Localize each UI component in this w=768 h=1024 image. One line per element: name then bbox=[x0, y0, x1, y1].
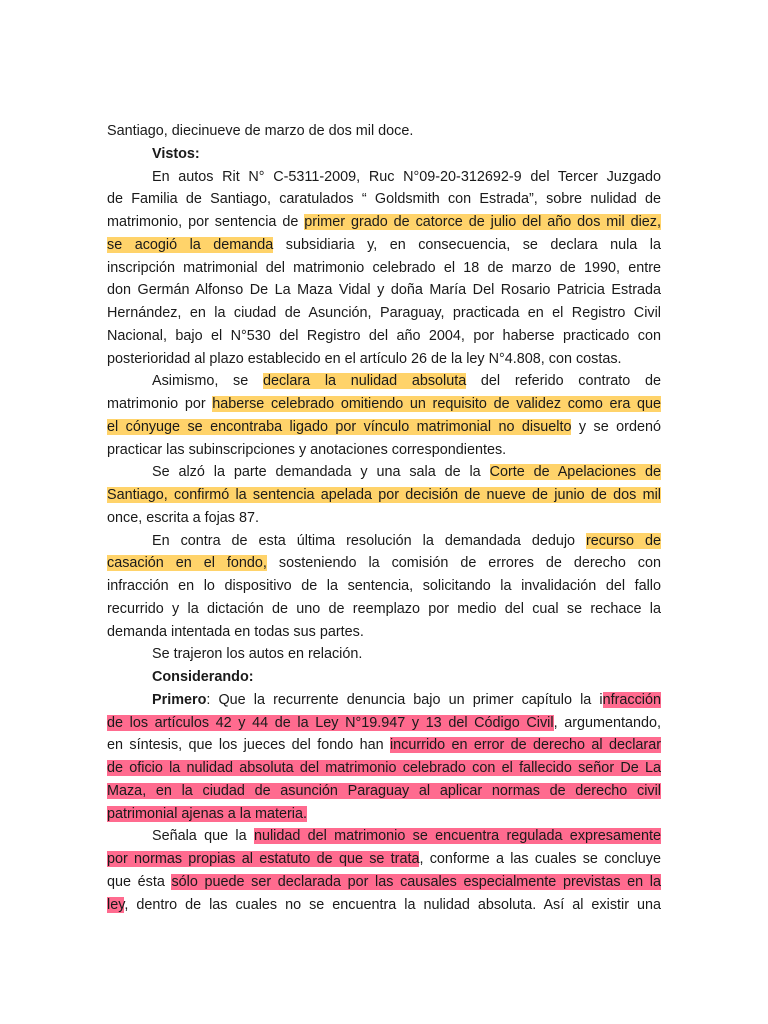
highlight-pink: nfracción bbox=[602, 691, 661, 708]
paragraph-line: recurrido y la dictación de uno de reemplazo por medio del cual se rechace la bbox=[107, 600, 661, 617]
paragraph-line: Señala que la nulidad del matrimonio se encuentra regulada expresamente bbox=[152, 828, 662, 845]
paragraph-line: por normas propias al estatuto de que se trata, conforme a las cuales se concluye bbox=[107, 851, 661, 867]
paragraph-line: casación en el fondo, sosteniendo la comisión de errores de derecho con bbox=[107, 555, 661, 572]
paragraph-line: demanda intentada en todas sus partes. bbox=[107, 623, 364, 640]
highlight-yellow: primer grado de catorce de julio del año dos mil diez, bbox=[304, 214, 661, 230]
paragraph-line: el cónyuge se encontraba ligado por vínculo matrimonial no disuelto y se ordenó bbox=[107, 418, 661, 435]
highlight-yellow: Corte de Apelaciones de bbox=[489, 464, 661, 481]
paragraph-line: posterioridad al plazo establecido en el artículo 26 de la ley N°4.808, con costas. bbox=[107, 350, 622, 367]
highlight-pink: ley bbox=[107, 896, 125, 913]
highlight-pink: de los artículos 42 y 44 de la Ley N°19.947 y 13 del Código Civil bbox=[107, 714, 554, 731]
paragraph-line: inscripción matrimonial del matrimonio celebrado el 18 de marzo de 1990, entre bbox=[107, 259, 661, 276]
highlight-pink: incurrido en error de derecho al declarar bbox=[389, 737, 661, 754]
paragraph-line: En autos Rit N° C-5311-2009, Ruc N°09-20-312692-9 del Tercer Juzgado bbox=[152, 168, 661, 185]
highlight-pink: de oficio la nulidad absoluta del matrimonio celebrado con el fallecido señor De La bbox=[107, 760, 661, 776]
paragraph-line: matrimonio, por sentencia de primer grado de catorce de julio del año dos mil diez, bbox=[107, 214, 661, 230]
paragraph-line: Primero: Que la recurrente denuncia bajo un primer capítulo la infracción bbox=[152, 691, 661, 708]
highlight-yellow: casación en el fondo, bbox=[107, 555, 267, 572]
paragraph-line: matrimonio por haberse celebrado omitiendo un requisito de validez como era que bbox=[107, 396, 662, 412]
date-line: Santiago, diecinueve de marzo de dos mil doce. bbox=[107, 123, 414, 139]
highlight-pink: por normas propias al estatuto de que se trata bbox=[107, 851, 420, 867]
paragraph-line: Hernández, en la ciudad de Asunción, Paraguay, practicada en el Registro Civil bbox=[107, 305, 661, 321]
paragraph-line: Se trajeron los autos en relación. bbox=[152, 646, 363, 663]
considerando-heading: Considerando: bbox=[152, 669, 254, 685]
highlight-pink: nulidad del matrimonio se encuentra regulada expresamente bbox=[253, 828, 662, 845]
paragraph-line bbox=[107, 780, 661, 803]
paragraph-line bbox=[107, 757, 661, 780]
paragraph-line: en síntesis, que los jueces del fondo han incurrido en error de derecho al declarar bbox=[107, 737, 661, 754]
paragraph-line: infracción en lo dispositivo de la sentencia, solicitando la invalidación del fallo bbox=[107, 578, 661, 594]
paragraph-line: Nacional, bajo el N°530 del Registro del año 2004, por haberse practicado con bbox=[107, 327, 661, 344]
paragraph-line: ley, dentro de las cuales no se encuentra la nulidad absoluta. Así al existir una bbox=[107, 896, 661, 913]
paragraph-line: Asimismo, se declara la nulidad absoluta del referido contrato de bbox=[152, 373, 661, 390]
highlight-yellow: recurso de bbox=[586, 532, 661, 549]
highlight-yellow: haberse celebrado omitiendo un requisito de validez como era que bbox=[212, 396, 662, 412]
highlight-pink: patrimonial ajenas a la materia. bbox=[107, 805, 307, 822]
paragraph-line: que ésta sólo puede ser declarada por las causales especialmente previstas en la bbox=[107, 873, 661, 890]
paragraph-line bbox=[107, 803, 661, 826]
paragraph-line: se acogió la demanda subsidiaria y, en consecuencia, se declara nula la bbox=[107, 236, 662, 253]
highlight-pink: Maza, en la ciudad de asunción Paraguay al aplicar normas de derecho civil bbox=[107, 782, 661, 799]
paragraph-line: de los artículos 42 y 44 de la Ley N°19.947 y 13 del Código Civil, argumentando, bbox=[107, 714, 661, 731]
paragraph-line: don Germán Alfonso De La Maza Vidal y doña María Del Rosario Patricia Estrada bbox=[107, 282, 661, 299]
highlight-yellow: se acogió la demanda bbox=[107, 236, 274, 253]
paragraph-line: Se alzó la parte demandada y una sala de la Corte de Apelaciones de bbox=[152, 464, 661, 481]
highlight-yellow: Santiago, confirmó la sentencia apelada por decisión de nueve de junio de dos mil bbox=[107, 487, 661, 503]
paragraph-line: En contra de esta última resolución la demandada dedujo recurso de bbox=[152, 532, 661, 549]
highlight-yellow: declara la nulidad absoluta bbox=[262, 373, 467, 390]
paragraph-line: de Familia de Santiago, caratulados “ Goldsmith con Estrada”, sobre nulidad de bbox=[107, 191, 661, 208]
highlight-pink: sólo puede ser declarada por las causales especialmente previstas en la bbox=[171, 873, 661, 890]
paragraph-line bbox=[107, 484, 661, 507]
paragraph-line: practicar las subinscripciones y anotaciones correspondientes. bbox=[107, 441, 507, 458]
vistos-heading: Vistos: bbox=[152, 145, 200, 162]
paragraph-line: once, escrita a fojas 87. bbox=[107, 509, 259, 526]
highlight-yellow: el cónyuge se encontraba ligado por vínculo matrimonial no disuelto bbox=[107, 418, 572, 435]
